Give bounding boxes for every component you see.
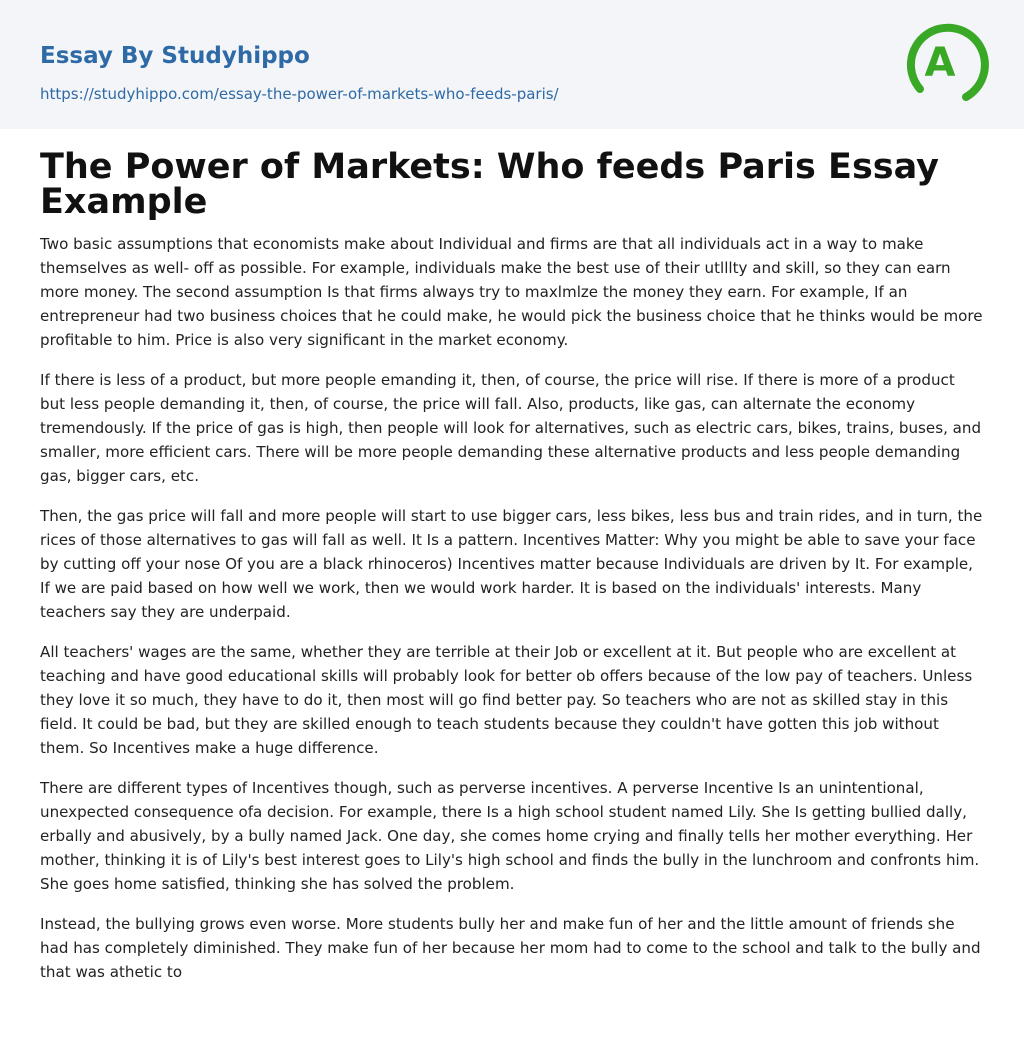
page-title: The Power of Markets: Who feeds Paris Essay Example — [40, 147, 939, 222]
paragraph: All teachers' wages are the same, whether they are terrible at their Job or excellent at it. But people who are excellent at teaching and have good educational skills will probably look for better ob offers because of the low pay of teachers. Unless they love it so much, they have to do it, then most will go find better pay. So teachers who are not as skilled stay in this field. It could be bad, but they are skilled enough to teach students because they couldn't have gotten this job without them. So Incentives make a huge difference. — [40, 643, 973, 757]
paragraph: There are different types of Incentives though, such as perverse incentives. A perverse Incentive Is an unintentional, unexpected consequence ofa decision. For example, there Is a high school student named Lily. She Is getting bullied dally, erbally and abusively, by a bully named Jack. One day, she comes home crying and finally tells her mother everything. Her mother, thinking it is of Lily's best interest goes to Lily's high school and finds the bully in the lunchroom and confronts him. She goes home satisfied, thinking she has solved the problem. — [40, 779, 980, 893]
paragraph: Instead, the bullying grows even worse. More students bully her and make fun of her and the little amount of friends she had has completely diminished. They make fun of her because her mom had to come to the school and talk to the bully and that was athetic to — [40, 915, 981, 981]
paragraph: Then, the gas price will fall and more people will start to use bigger cars, less bikes, less bus and train rides, and in turn, the rices of those alternatives to gas will fall as well. It Is a pattern. Incentives Matter: Why you might be able to save your face by cutting off your nose Of you are a black rhinoceros) Incentives matter because Individuals are driven by It. For example, If we are paid based on how well we work, then we would work harder. It is based on the individuals' interests. Many teachers say they are underpaid. — [40, 507, 983, 621]
site-logo[interactable] — [902, 17, 990, 105]
article — [0, 129, 1024, 984]
logo-icon — [902, 17, 990, 105]
paragraph: Two basic assumptions that economists make about Individual and firms are that all individuals act in a way to make themselves as well- off as possible. For example, individuals make the best use of their utlllty and skill, so they can earn more money. The second assumption Is that firms always try to maxlmlze the money they earn. For example, If an entrepreneur had two business choices that he could make, he would pick the business choice that he thinks would be more profitable to him. Price is also very significant in the market economy. — [40, 235, 983, 349]
site-brand[interactable]: Essay By Studyhippo — [40, 43, 310, 69]
essay-url-link[interactable]: https://studyhippo.com/essay-the-power-of-markets-who-feeds-paris/ — [40, 85, 559, 103]
logo-letter: A — [924, 40, 956, 86]
paragraph: If there is less of a product, but more people emanding it, then, of course, the price will rise. If there is more of a product but less people demanding it, then, of course, the price will fall. Also, products, like gas, can alternate the economy tremendously. If the price of gas is high, then people will look for alternatives, such as electric cars, bikes, trains, buses, and smaller, more efficient cars. There will be more people demanding these alternative products and less people demanding gas, bigger cars, etc. — [40, 371, 982, 485]
site-header — [0, 0, 1024, 129]
